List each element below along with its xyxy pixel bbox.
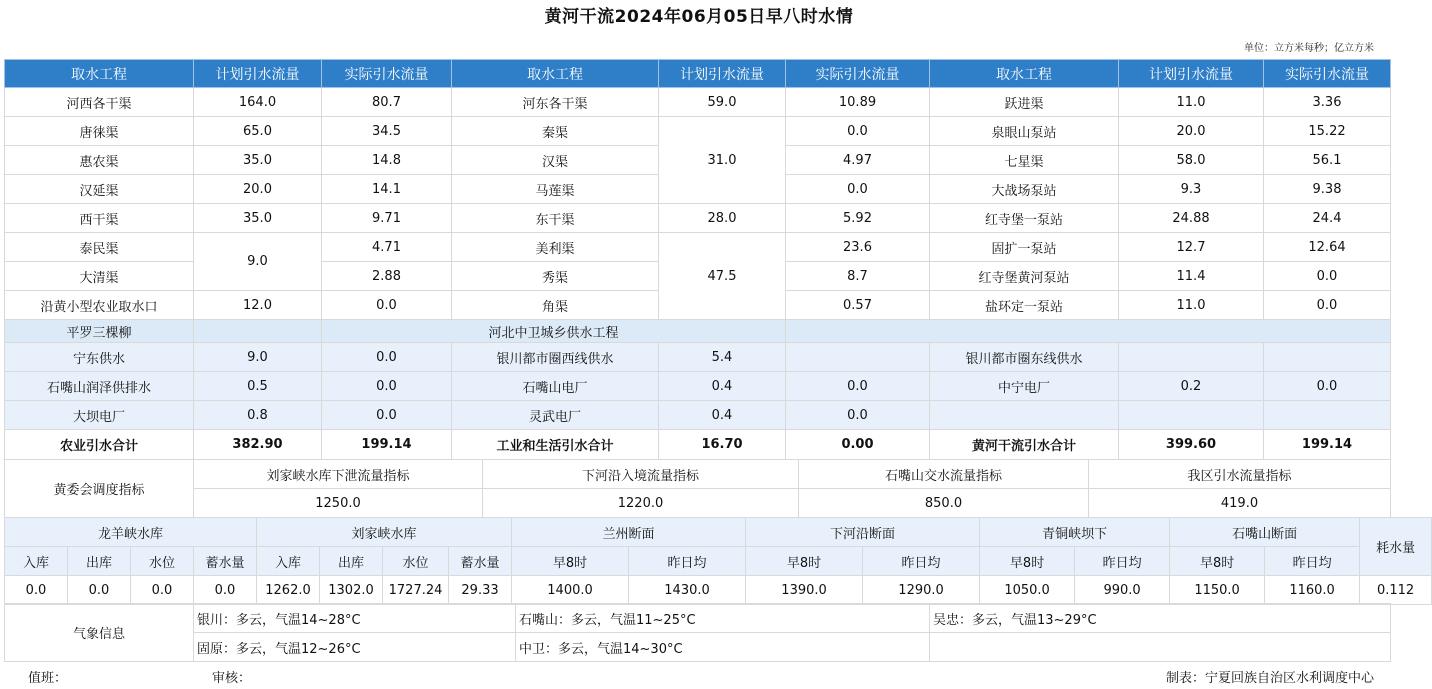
hydro-sub-row xyxy=(5,547,1432,576)
hydro-value: 1160.0 xyxy=(1265,576,1360,605)
intake-name: 河西各干渠 xyxy=(5,88,194,117)
header-row xyxy=(5,60,1391,88)
plan-flow xyxy=(1119,343,1264,372)
dispatch-name: 我区引水流量指标 xyxy=(1089,460,1391,489)
hydro-value: 1302.0 xyxy=(320,576,383,605)
hydro-value: 1150.0 xyxy=(1170,576,1265,605)
sub-header: 入库 xyxy=(5,547,68,576)
weather-row xyxy=(5,633,1391,662)
hydro-value-row xyxy=(5,576,1432,605)
dispatch-value: 419.0 xyxy=(1089,489,1391,518)
plan-flow: 164.0 xyxy=(194,88,322,117)
intake-name: 惠农渠 xyxy=(5,146,194,175)
hydro-table xyxy=(4,517,1432,605)
actual-flow xyxy=(786,343,930,372)
plan-flow: 11.4 xyxy=(1119,262,1264,291)
table-row xyxy=(5,204,1391,233)
plan-flow: 20.0 xyxy=(1119,117,1264,146)
hydro-value: 1262.0 xyxy=(257,576,320,605)
actual-flow: 14.1 xyxy=(322,175,452,204)
intake-name: 石嘴山电厂 xyxy=(452,372,659,401)
sub-header: 昨日均 xyxy=(1265,547,1360,576)
intake-name: 秦渠 xyxy=(452,117,659,146)
weather-table xyxy=(4,603,1391,662)
plan-flow: 11.0 xyxy=(1119,291,1264,320)
actual-flow: 2.88 xyxy=(322,262,452,291)
plan-flow: 59.0 xyxy=(659,88,786,117)
table-row xyxy=(5,117,1391,146)
intake-name: 宁东供水 xyxy=(5,343,194,372)
dispatch-name: 下河沿入境流量指标 xyxy=(483,460,799,489)
total-plan: 399.60 xyxy=(1119,430,1264,460)
weather-item: 石嘴山：多云，气温11~25°C xyxy=(516,604,930,633)
sub-header: 早8时 xyxy=(746,547,863,576)
actual-flow: 23.6 xyxy=(786,233,930,262)
sub-header: 昨日均 xyxy=(629,547,746,576)
intake-name: 大坝电厂 xyxy=(5,401,194,430)
actual-flow: 0.0 xyxy=(786,372,930,401)
plan-flow: 11.0 xyxy=(1119,88,1264,117)
header-cell: 计划引水流量 xyxy=(194,60,322,88)
plan-flow xyxy=(1119,401,1264,430)
actual-flow xyxy=(1264,343,1391,372)
group-header: 石嘴山断面 xyxy=(1170,518,1360,547)
weather-item: 吴忠：多云，气温13~29°C xyxy=(930,604,1391,633)
sub-header: 早8时 xyxy=(980,547,1075,576)
total-label: 黄河干流引水合计 xyxy=(930,430,1119,460)
plan-flow: 0.4 xyxy=(659,401,786,430)
actual-flow: 0.0 xyxy=(786,175,930,204)
header-cell: 取水工程 xyxy=(930,60,1119,88)
table-row xyxy=(5,343,1391,372)
intake-name: 七星渠 xyxy=(930,146,1119,175)
intake-name: 红寺堡一泵站 xyxy=(930,204,1119,233)
actual-flow: 0.0 xyxy=(322,343,452,372)
actual-flow: 14.8 xyxy=(322,146,452,175)
intake-name: 大清渠 xyxy=(5,262,194,291)
total-actual: 199.14 xyxy=(322,430,452,460)
actual-flow: 0.57 xyxy=(786,291,930,320)
weather-empty xyxy=(930,633,1391,662)
intake-name xyxy=(930,401,1119,430)
header-cell: 取水工程 xyxy=(452,60,659,88)
maker-label: 制表：宁夏回族自治区水利调度中心 xyxy=(1165,671,1374,686)
actual-flow: 0.0 xyxy=(322,372,452,401)
weather-item: 银川：多云，气温14~28°C xyxy=(194,604,516,633)
actual-flow: 0.0 xyxy=(1264,262,1391,291)
total-actual: 0.00 xyxy=(786,430,930,460)
plan-flow: 12.7 xyxy=(1119,233,1264,262)
plan-flow: 0.2 xyxy=(1119,372,1264,401)
actual-flow xyxy=(1264,401,1391,430)
hydro-group-row xyxy=(5,518,1432,547)
intake-name: 跃进渠 xyxy=(930,88,1119,117)
plan-flow: 47.5 xyxy=(659,233,786,320)
actual-flow: 15.22 xyxy=(1264,117,1391,146)
group-header: 兰州断面 xyxy=(512,518,746,547)
actual-flow: 0.0 xyxy=(786,401,930,430)
group-header: 青铜峡坝下 xyxy=(980,518,1170,547)
intake-name: 唐徕渠 xyxy=(5,117,194,146)
hydro-value: 1727.24 xyxy=(383,576,449,605)
duty-label: 值班： xyxy=(28,671,68,686)
hydro-value: 1400.0 xyxy=(512,576,629,605)
plan-flow: 58.0 xyxy=(1119,146,1264,175)
hydro-value: 0.0 xyxy=(68,576,131,605)
intake-name: 泰民渠 xyxy=(5,233,194,262)
band-row xyxy=(5,320,1391,343)
plan-flow: 24.88 xyxy=(1119,204,1264,233)
plan-flow: 65.0 xyxy=(194,117,322,146)
plan-flow: 35.0 xyxy=(194,146,322,175)
actual-flow: 24.4 xyxy=(1264,204,1391,233)
dispatch-label: 黄委会调度指标 xyxy=(5,460,194,518)
sub-header: 出库 xyxy=(320,547,383,576)
actual-flow: 10.89 xyxy=(786,88,930,117)
hydro-value: 990.0 xyxy=(1075,576,1170,605)
group-header: 耗水量 xyxy=(1360,518,1432,576)
intake-name: 河东各干渠 xyxy=(452,88,659,117)
total-label: 农业引水合计 xyxy=(5,430,194,460)
dispatch-value: 1220.0 xyxy=(483,489,799,518)
sub-header: 昨日均 xyxy=(863,547,980,576)
weather-item: 中卫：多云，气温14~30°C xyxy=(516,633,930,662)
sub-header: 蓄水量 xyxy=(194,547,257,576)
table-row xyxy=(5,88,1391,117)
band-label: 河北中卫城乡供水工程 xyxy=(322,320,786,343)
actual-flow: 0.0 xyxy=(322,401,452,430)
intake-name: 固扩一泵站 xyxy=(930,233,1119,262)
table-row xyxy=(5,233,1391,262)
dispatch-name: 刘家峡水库下泄流量指标 xyxy=(194,460,483,489)
total-plan: 16.70 xyxy=(659,430,786,460)
dispatch-value: 850.0 xyxy=(799,489,1089,518)
hydro-value: 1290.0 xyxy=(863,576,980,605)
intake-name: 盐环定一泵站 xyxy=(930,291,1119,320)
hydro-value: 0.0 xyxy=(5,576,68,605)
sub-header: 昨日均 xyxy=(1075,547,1170,576)
band-cell xyxy=(786,320,1391,343)
dispatch-value: 1250.0 xyxy=(194,489,483,518)
group-header: 下河沿断面 xyxy=(746,518,980,547)
intake-name: 东干渠 xyxy=(452,204,659,233)
plan-flow: 9.3 xyxy=(1119,175,1264,204)
band-cell xyxy=(194,320,322,343)
plan-flow: 20.0 xyxy=(194,175,322,204)
sub-header: 入库 xyxy=(257,547,320,576)
header-cell: 取水工程 xyxy=(5,60,194,88)
weather-row xyxy=(5,604,1391,633)
table-row xyxy=(5,372,1391,401)
actual-flow: 0.0 xyxy=(1264,291,1391,320)
intake-name: 大战场泵站 xyxy=(930,175,1119,204)
actual-flow: 9.71 xyxy=(322,204,452,233)
intake-name: 灵武电厂 xyxy=(452,401,659,430)
weather-label: 气象信息 xyxy=(5,604,194,662)
actual-flow: 80.7 xyxy=(322,88,452,117)
intake-name: 泉眼山泵站 xyxy=(930,117,1119,146)
sub-header: 早8时 xyxy=(1170,547,1265,576)
plan-flow: 0.8 xyxy=(194,401,322,430)
hydro-value: 0.0 xyxy=(131,576,194,605)
actual-flow: 4.97 xyxy=(786,146,930,175)
unit-note: 单位：立方米每秒；亿立方米 xyxy=(1244,43,1374,54)
hydro-value: 29.33 xyxy=(449,576,512,605)
report-title: 黄河干流2024年06月05日早八时水情 xyxy=(544,7,854,27)
actual-flow: 0.0 xyxy=(1264,372,1391,401)
header-cell: 计划引水流量 xyxy=(1119,60,1264,88)
total-label: 工业和生活引水合计 xyxy=(452,430,659,460)
sub-header: 蓄水量 xyxy=(449,547,512,576)
hydro-value: 1050.0 xyxy=(980,576,1075,605)
intake-name: 红寺堡黄河泵站 xyxy=(930,262,1119,291)
hydro-value: 1390.0 xyxy=(746,576,863,605)
intake-name: 银川都市圈西线供水 xyxy=(452,343,659,372)
hydro-value: 1430.0 xyxy=(629,576,746,605)
actual-flow: 5.92 xyxy=(786,204,930,233)
intake-name: 银川都市圈东线供水 xyxy=(930,343,1119,372)
header-cell: 实际引水流量 xyxy=(322,60,452,88)
dispatch-table xyxy=(4,459,1391,518)
totals-row xyxy=(5,430,1391,460)
plan-flow: 35.0 xyxy=(194,204,322,233)
group-header: 刘家峡水库 xyxy=(257,518,512,547)
plan-flow: 5.4 xyxy=(659,343,786,372)
plan-flow: 12.0 xyxy=(194,291,322,320)
intake-name: 角渠 xyxy=(452,291,659,320)
actual-flow: 3.36 xyxy=(1264,88,1391,117)
dispatch-row xyxy=(5,489,1391,518)
dispatch-name: 石嘴山交水流量指标 xyxy=(799,460,1089,489)
sub-header: 早8时 xyxy=(512,547,629,576)
intake-name: 西干渠 xyxy=(5,204,194,233)
intake-name: 石嘴山润泽供排水 xyxy=(5,372,194,401)
hydro-value: 0.0 xyxy=(194,576,257,605)
actual-flow: 9.38 xyxy=(1264,175,1391,204)
actual-flow: 0.0 xyxy=(786,117,930,146)
actual-flow: 12.64 xyxy=(1264,233,1391,262)
plan-flow: 9.0 xyxy=(194,343,322,372)
sub-header: 水位 xyxy=(131,547,194,576)
sub-header: 出库 xyxy=(68,547,131,576)
actual-flow: 4.71 xyxy=(322,233,452,262)
header-cell: 实际引水流量 xyxy=(1264,60,1391,88)
total-plan: 382.90 xyxy=(194,430,322,460)
header-cell: 实际引水流量 xyxy=(786,60,930,88)
actual-flow: 34.5 xyxy=(322,117,452,146)
intake-name: 汉延渠 xyxy=(5,175,194,204)
dispatch-row xyxy=(5,460,1391,489)
sub-header: 水位 xyxy=(383,547,449,576)
band-label: 平罗三棵柳 xyxy=(5,320,194,343)
plan-flow: 9.0 xyxy=(194,233,322,291)
plan-flow: 0.5 xyxy=(194,372,322,401)
hydro-value: 0.112 xyxy=(1360,576,1432,605)
weather-item: 固原：多云，气温12~26°C xyxy=(194,633,516,662)
intake-name: 马莲渠 xyxy=(452,175,659,204)
total-actual: 199.14 xyxy=(1264,430,1391,460)
actual-flow: 56.1 xyxy=(1264,146,1391,175)
actual-flow: 0.0 xyxy=(322,291,452,320)
plan-flow: 28.0 xyxy=(659,204,786,233)
intake-name: 汉渠 xyxy=(452,146,659,175)
intake-name: 中宁电厂 xyxy=(930,372,1119,401)
plan-flow: 31.0 xyxy=(659,117,786,204)
table-row xyxy=(5,401,1391,430)
header-cell: 计划引水流量 xyxy=(659,60,786,88)
review-label: 审核： xyxy=(212,671,252,686)
intake-name: 秀渠 xyxy=(452,262,659,291)
group-header: 龙羊峡水库 xyxy=(5,518,257,547)
intake-name: 沿黄小型农业取水口 xyxy=(5,291,194,320)
water-table xyxy=(4,59,1391,460)
plan-flow: 0.4 xyxy=(659,372,786,401)
actual-flow: 8.7 xyxy=(786,262,930,291)
intake-name: 美利渠 xyxy=(452,233,659,262)
